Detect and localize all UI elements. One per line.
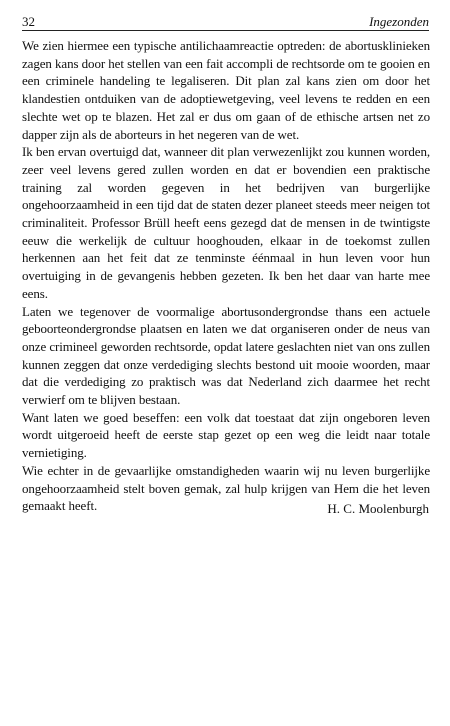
paragraph-5: Wie echter in de gevaarlijke omstandigheden waarin wij nu leven burgerlijke ongehoorzaamheid stelt boven gemak, zal hulp krijgen van Hem die het leven gemaakt heeft. bbox=[22, 462, 430, 514]
section-title: Ingezonden bbox=[369, 14, 429, 29]
paragraph-2: Ik ben ervan overtuigd dat, wanneer dit plan verwezenlijkt zou kunnen worden, zeer veel levens gered zullen worden en dat er bovendien een praktische training zal worden gegeven in het bedrijven van burgerlijke ongehoorzaamheid in een tijd dat de staten dezer planeet steeds meer neigen tot criminaliteit. Professor Brüll heeft eens gezegd dat de mensen in de twintigste eeuw die werkelijk de cultuur hooghouden, elkaar in de toekomst zullen herkennen aan het feit dat ze tenminste éénmaal in hun leven voor hun overtuiging in de gevangenis hebben gezeten. Ik ben het daar van harte mee eens. bbox=[22, 144, 430, 301]
header-rule bbox=[22, 30, 429, 31]
page-header bbox=[22, 13, 429, 31]
article-body bbox=[22, 37, 430, 515]
paragraph-3: Laten we tegenover de voormalige abortusondergrondse thans een actuele geboorteondergrondse plaatsen en laten we dat organiseren onder de neus van onze crimineel geworden rechtsorde, opdat latere geslachten niet van ons zullen kunnen zeggen dat onze verdediging slechts bestond uit mooie woorden, maar dat die verdediging zo praktisch was dat Nederland zich daarmee het recht verwierf om te blijven bestaan. bbox=[22, 303, 430, 408]
paragraph-4: Want laten we goed beseffen: een volk dat toestaat dat zijn ongeboren leven wordt uitgeroeid heeft de eerste stap gezet op een weg die leidt naar totale vernietiging. bbox=[22, 409, 430, 461]
paragraph-1: We zien hiermee een typische antilichaamreactie optreden: de abortusklinieken zagen kans door het stellen van een fait accompli de rechtsorde om te gooien en een criminele handeling te legaliseren. Dit plan zal kans zien om door het klandestien ontduiken van de adoptiewetgeving, veel levens te redden en een slechte wet op te blazen. Het zal er dus om gaan of de ethische artsen net zo dapper zijn als de aborteurs in het negeren van de wet. bbox=[22, 38, 430, 142]
page-number: 32 bbox=[22, 14, 35, 29]
author-signature: H. C. Moolenburgh bbox=[327, 501, 429, 516]
